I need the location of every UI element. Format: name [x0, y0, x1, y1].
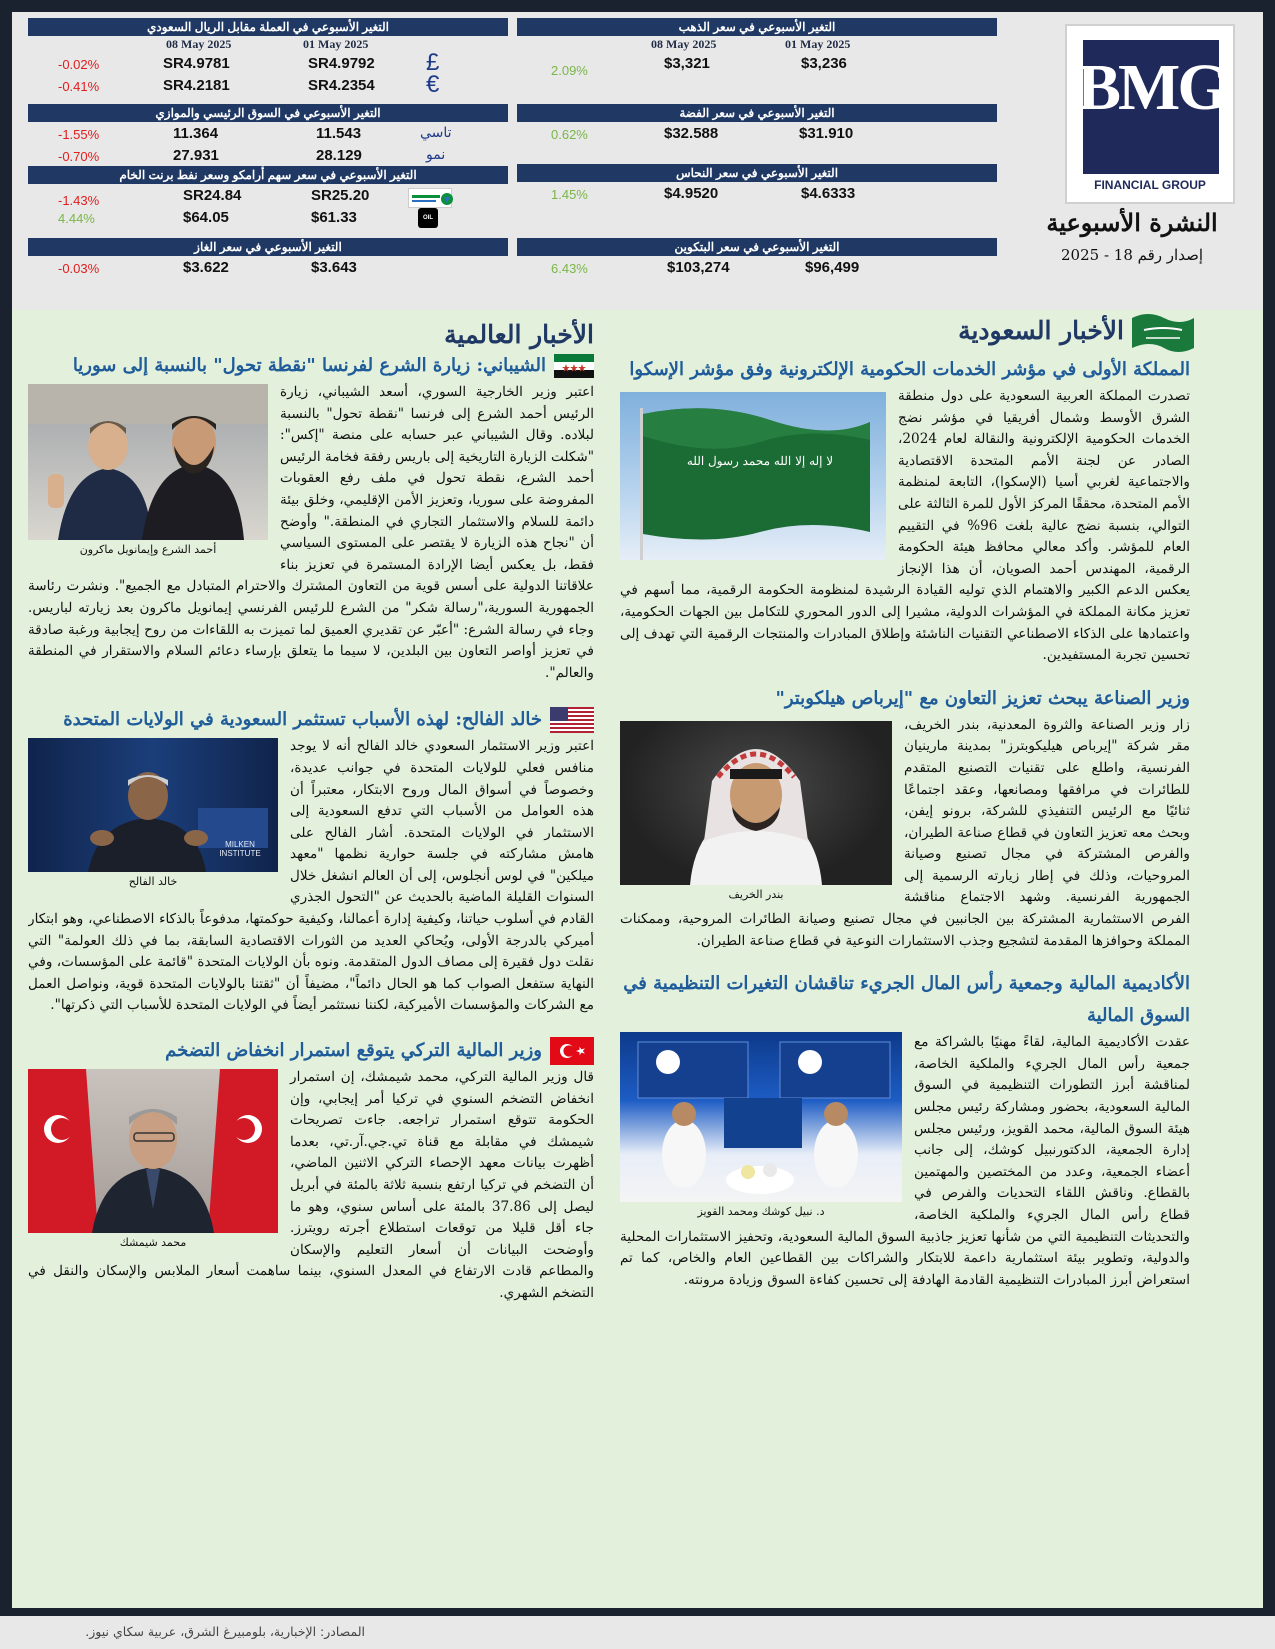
world-article-1-body: اعتبر وزير الخارجية السوري، أسعد الشيباني، زيارة الرئيس أحمد الشرع إلى فرنسا "نقطة تحول" بالنسبة لبلاده. وقال الشيباني عبر حسابه على منصة "إكس": "شكلت الزيارة التاريخية إلى باريس رفقة فخامة الرئيس أحمد الشرع، نقطة تحول في ملف رفع العقوبات المفروضة على سوريا، وتعزيز الأمن الإقليمي، وخلق بيئة دائمة للسلام والاستثمار التجاري في المنطقة." وأوضح أن "نجاح هذه الزيارة لا يقتصر على المستوى السياسي فقط، بل يعكس أيضا الإرادة المستمرة في تعزيز بناء علاقاتنا الدولية على أسس قوية من التعاون المشترك والاحترام المتبادل مع الجميع". ونشرت رئاسة الجمهورية السورية،"رسالة شكر" من الشرع للرئيس الفرنسي إيمانويل ماكرون بعد زيارته لباريس. وجاء في رسالة الشرع: "أعبّر عن تقديري العميق لما تميزت به اللقاءات من روح إيجابية ورغبة صادقة في تعزيز أواصر التعاون بين البلدين، لا سيما ما يتعلق بإرساء دعائم السلام والاستقرار في المنطقة والعالم". [28, 384, 594, 681]
saudi-article-2-photo [620, 721, 892, 901]
saudi-article-2 [620, 683, 1190, 953]
silver-new: $32.588 [664, 125, 719, 142]
silver-old: $31.910 [799, 125, 854, 142]
sources-text: المصادر: الإخبارية، بلومبيرغ الشرق، عربية سكاي نيوز. [85, 1624, 365, 1639]
world-article-1-photo [28, 384, 268, 556]
eur-row [28, 71, 508, 98]
aramco-row [28, 184, 508, 206]
copper-old: $4.6333 [801, 185, 856, 202]
fx-box [28, 18, 508, 96]
gold-old: $3,236 [801, 55, 847, 72]
fx-title: التغير الأسبوعي في العملة مقابل الريال السعودي [28, 18, 508, 36]
gold-date-old: 01 May 2025 [785, 37, 851, 51]
silver-row [517, 122, 997, 144]
tasi-old: 11.543 [316, 125, 362, 142]
saudi-article-3-photo [620, 1032, 902, 1218]
gold-box [517, 18, 997, 78]
world-article-2-caption: خالد الفالح [128, 875, 178, 889]
bmg-logo [1065, 24, 1235, 204]
world-article-3 [28, 1035, 594, 1305]
copper-pct: 1.45% [551, 187, 588, 202]
gas-pct: -0.03% [58, 261, 100, 276]
aramco-pct: -1.43% [58, 193, 100, 208]
world-article-2-title: خالد الفالح: لهذه الأسباب تستثمر السعودية في الولايات المتحدة [63, 709, 542, 731]
gbp-pct: -0.02% [58, 57, 100, 72]
stocks-box [28, 104, 508, 166]
world-article-3-caption: محمد شيمشك [119, 1236, 187, 1250]
logo-subtext: FINANCIAL GROUP [1094, 178, 1206, 192]
oil-old: $61.33 [311, 209, 357, 226]
world-news-column [28, 310, 594, 1305]
oil-new: $64.05 [183, 209, 229, 226]
saudi-article-2-title: وزير الصناعة يبحث تعزيز التعاون مع "إيرباص هيلكوبتر" [775, 687, 1190, 709]
world-article-2-body: اعتبر وزير الاستثمار السعودي خالد الفالح أنه لا يوجد منافس فعلي للولايات المتحدة في جوانب عديدة، وخصوصاً في أسواق المال وروح الابتكار، معتبراً أن هذه العوامل من الأسباب التي تدفع السعودية إلى الاستثمار في الولايات المتحدة. أشار الفالح على هامش مشاركته في جلسة حوارية نظمها "معهد ميلكين" في لوس أنجلوس، إلى أن العالم انشغل خلال السنوات القليلة الماضية بالحديث عن "التحول الجذري القادم في أسلوب حياتنا، وكيفية إدارة أعمالنا، وكيفية حوكمتها، مدفوعاً بالذكاء الاصطناعي، وهو ابتكار أميركي بالدرجة الأولى، ويُحاكي العديد من الثورات الاقتصادية السابقة، بما في ذلك العولمة" التي نقلت دول فقيرة إلى مصاف الدول المتقدمة. ونوه بأن الولايات المتحدة "قائمة على المؤسسات، وفي النهاية ستفعل الصواب كما هو الحال دائماً"، مضيفاً أن "ثقتنا بالولايات المتحدة قوية، ونواصل العمل مع الشركات والمؤسسات الأميركية، لكننا نستثمر أيضاً في الولايات المتحدة للأسباب التي ذكرتها". [28, 738, 594, 1014]
saudi-news-column [620, 310, 1190, 1291]
saudi-article-1-body: تصدرت المملكة العربية السعودية على دول منطقة الشرق الأوسط وشمال أفريقيا في مؤشر نضج الخدمات الحكومية الإلكترونية والنقالة لعام 2024، الصادر عن لجنة الأمم المتحدة الاقتصادية والاجتماعية لغربي أسيا (الإسكوا)، التابعة لمنظمة الأمم المتحدة، محققًا المركز الأول للمرة الثالثة على التوالي، بنسبة نضج عالية بلغت 96% في التقييم العام للمؤشر. وأكد معالي محافظ هيئة الحكومة الرقمية، المهندس أحمد الصويان، أن هذا الإنجاز يعكس الدعم الكبير والاهتمام الذي توليه القيادة الرشيدة لمنظومة الحكومة الرقمية، مما أسهم في تعزيز مكانة المملكة في المؤشرات الدولية، مشيرا إلى الدور المحوري للتكامل بين الجهات الحكومية، واعتمادها على الذكاء الاصطناعي التقنيات الناشئة وإطلاق المبادرات والمنتجات الرقمية التي تهدف إلى تحسين تجربة المستفيدين. [620, 388, 1190, 664]
eur-old: SR4.2354 [308, 77, 375, 94]
gold-title: التغير الأسبوعي في سعر الذهب [517, 18, 997, 36]
aramco-old: SR25.20 [311, 187, 370, 204]
two-leaders-icon [28, 384, 268, 540]
world-article-3-photo [28, 1069, 278, 1249]
tasi-row [28, 122, 508, 144]
saudi-article-1-photo [620, 392, 886, 560]
person-portrait-icon [620, 721, 892, 885]
logo-text: BMG [1077, 51, 1226, 124]
pound-icon: £ [426, 49, 440, 76]
world-article-1 [28, 350, 594, 684]
saudi-article-1-title: المملكة الأولى في مؤشر الخدمات الحكومية الإلكترونية وفق مؤشر الإسكوا [629, 359, 1190, 380]
saudi-article-1 [620, 354, 1190, 667]
silver-title: التغير الأسبوعي في سعر الفضة [517, 104, 997, 122]
world-article-2 [28, 704, 594, 1017]
eur-new: SR4.2181 [163, 77, 230, 94]
saudi-article-3-body: عقدت الأكاديمية المالية، لقاءً مهنيًا بالشراكة مع جمعية رأس المال الجريء والملكية الخاصة، لمناقشة أبرز التطورات التنظيمية في السوق المالية السعودية، بحضور ومشاركة رئيس مجلس هيئة السوق المالية، محمد القويز، ورئيس مجلس إدارة الجمعية، الدكتورنبيل كوشك، إلى جانب أعضاء الجمعية، وعدد من المختصين والمهتمين بالقطاع. وناقش اللقاء التحديات والفرص في قطاع رأس المال الجريء والملكية الخاصة، والتحديثات التنظيمية التي من شأنها تعزيز جاذبية السوق المالية السعودية، وتحفيز الاستثمارات المحلية والدولية، وتطوير بيئة استثمارية داعمة للابتكار والشراكات بين القطاعين العام والخاص، كما تم استعراض أبرز المبادرات التنظيمية القادمة الهادفة إلى تحسين كفاءة السوق وزيادة مرونته. [620, 1034, 1190, 1288]
nomu-old: 28.129 [316, 147, 362, 164]
gas-row [28, 256, 508, 278]
copper-row [517, 182, 997, 204]
copper-box [517, 164, 997, 204]
eur-pct: -0.41% [58, 79, 100, 94]
fx-date-old: 01 May 2025 [303, 37, 369, 51]
gbp-new: SR4.9781 [163, 55, 230, 72]
usa-flag-icon [550, 707, 594, 733]
world-article-1-title-row [28, 350, 594, 382]
world-article-1-title: الشيباني: زيارة الشرع لفرنسا "نقطة تحول" بالنسبة إلى سوريا [72, 355, 546, 376]
gold-new: $3,321 [664, 55, 710, 72]
content-area [12, 310, 1263, 1608]
saudi-article-2-caption: بندر الخريف [728, 887, 784, 901]
gold-date-new: 08 May 2025 [651, 37, 717, 51]
aramco-logo-icon [408, 188, 452, 208]
world-section-title: الأخبار العالمية [444, 320, 594, 349]
oil-pct: 4.44% [58, 211, 95, 226]
market-panel [12, 12, 1263, 310]
gbp-old: SR4.9792 [308, 55, 375, 72]
fx-date-new: 08 May 2025 [166, 37, 232, 51]
gas-title: التغير الأسبوعي في سعر الغاز [28, 238, 508, 256]
saudi-section-title: الأخبار السعودية [958, 316, 1124, 345]
stocks-title: التغير الأسبوعي في السوق الرئيسي والموازي [28, 104, 508, 122]
world-section-header [28, 310, 594, 350]
world-article-3-title: وزير المالية التركي يتوقع استمرار انخفاض التضخم [165, 1040, 542, 1062]
nomu-label: نمو [426, 147, 446, 163]
tasi-pct: -1.55% [58, 127, 100, 142]
waving-saudi-flag-icon [620, 392, 886, 560]
aramco-oil-title: التغير الأسبوعي في سعر سهم أرامكو وسعر نفط برنت الخام [28, 166, 508, 184]
turkey-flag-icon [550, 1037, 594, 1065]
oil-barrel-icon: OIL [418, 208, 438, 228]
tasi-label: تاسي [420, 125, 452, 141]
syria-flag-icon [554, 354, 594, 378]
bitcoin-box [517, 238, 997, 278]
saudi-article-3-caption: د. نبيل كوشك ومحمد القويز [697, 1205, 825, 1219]
nomu-new: 27.931 [173, 147, 219, 164]
copper-new: $4.9520 [664, 185, 719, 202]
gas-old: $3.643 [311, 259, 357, 276]
saudi-article-3-title: الأكاديمية المالية وجمعية رأس المال الجريء تناقشان التغيرات التنظيمية في السوق المالية [623, 973, 1190, 1027]
minister-portrait-icon [28, 1069, 278, 1233]
issue-number: إصدار رقم 18 - 2025 [1060, 246, 1203, 264]
bitcoin-new: $103,274 [667, 259, 730, 276]
aramco-oil-box [28, 166, 508, 228]
silver-box [517, 104, 997, 144]
gas-new: $3.622 [183, 259, 229, 276]
bitcoin-pct: 6.43% [551, 261, 588, 276]
oil-row [28, 206, 508, 228]
newsletter-title: النشرة الأسبوعية [1046, 208, 1218, 237]
euro-icon: € [426, 71, 440, 98]
saudi-flag-icon [1128, 310, 1198, 354]
panel-discussion-icon [620, 1032, 902, 1202]
gas-box [28, 238, 508, 278]
bitcoin-title: التغير الأسبوعي في سعر البتكوين [517, 238, 997, 256]
bitcoin-old: $96,499 [805, 259, 860, 276]
gold-pct: 2.09% [551, 63, 588, 78]
flag-shahada-text: لا إله إلا الله محمد رسول الله [686, 454, 834, 468]
world-article-3-title-row [28, 1035, 594, 1067]
world-article-2-title-row [28, 704, 594, 736]
saudi-section-header [620, 310, 1190, 354]
world-article-2-photo [28, 738, 278, 888]
saudi-article-2-body: زار وزير الصناعة والثروة المعدنية، بندر الخريف، مقر شركة "إيرباص هيليكوبترز" بمدينة مارينيان الفرنسية، واطلع على تقنيات التصنيع المتقدم للطائرات في مرافقها ومصانعها، وعقد اجتماعًا ثنائيًا مع الرئيس التنفيذي للشركة، برونو إيفن، وبحث معه تعزيز التعاون في قطاع صناعة الطيران، والفرص المشتركة في مجال تصنيع وصيانة المروحيات، وذلك في إطار زيارته الرسمية إلى الجمهورية الفرنسية. وشهد الاجتماع مناقشة الفرص الاستثمارية المشتركة بين الجانبين في مجال تصنيع وصيانة الطائرات المروحية، وممكنات المملكة وحوافزها المقدمة لتشجيع وجذب الاستثمارات النوعية في قطاع صناعة الطيران. [620, 716, 1190, 949]
silver-pct: 0.62% [551, 127, 588, 142]
gold-row [517, 52, 997, 78]
saudi-article-3 [620, 968, 1190, 1291]
aramco-new: SR24.84 [183, 187, 242, 204]
world-article-1-caption: أحمد الشرع وإيمانويل ماكرون [79, 543, 217, 556]
copper-title: التغير الأسبوعي في سعر النحاس [517, 164, 997, 182]
nomu-row [28, 144, 508, 166]
footer [0, 1610, 1275, 1649]
tasi-new: 11.364 [173, 125, 219, 142]
milken-backdrop-text: MILKEN INSTITUTE [219, 840, 261, 859]
world-article-3-body: قال وزير المالية التركي، محمد شيمشك، إن استمرار انخفاض التضخم السنوي في تركيا أمر إيجابي، وإن الحكومة تتوقع استمرار تراجعه. جاءت تصريحات شيمشك في مقابلة مع قناة تي.جي.آر.تي، بعدما أظهرت بيانات معهد الإحصاء التركي الاثنين الماضي، أن التضخم في تركيا ارتفع بنسبة ثلاثة بالمئة في أبريل ليصل إلى 37.86 بالمئة على أساس سنوي، وهو ما جاء أقل قليلا من توقعات استطلاع أجرته رويترز. وأوضحت البيانات أن أسعار التعليم والإسكان والمطاعم قادت الارتفاع في المعدل السنوي، بينما ساهمت أسعار الملابس والإسكان والنقل في التضخم الشهري. [28, 1069, 594, 1301]
nomu-pct: -0.70% [58, 149, 100, 164]
bitcoin-row [517, 256, 997, 278]
